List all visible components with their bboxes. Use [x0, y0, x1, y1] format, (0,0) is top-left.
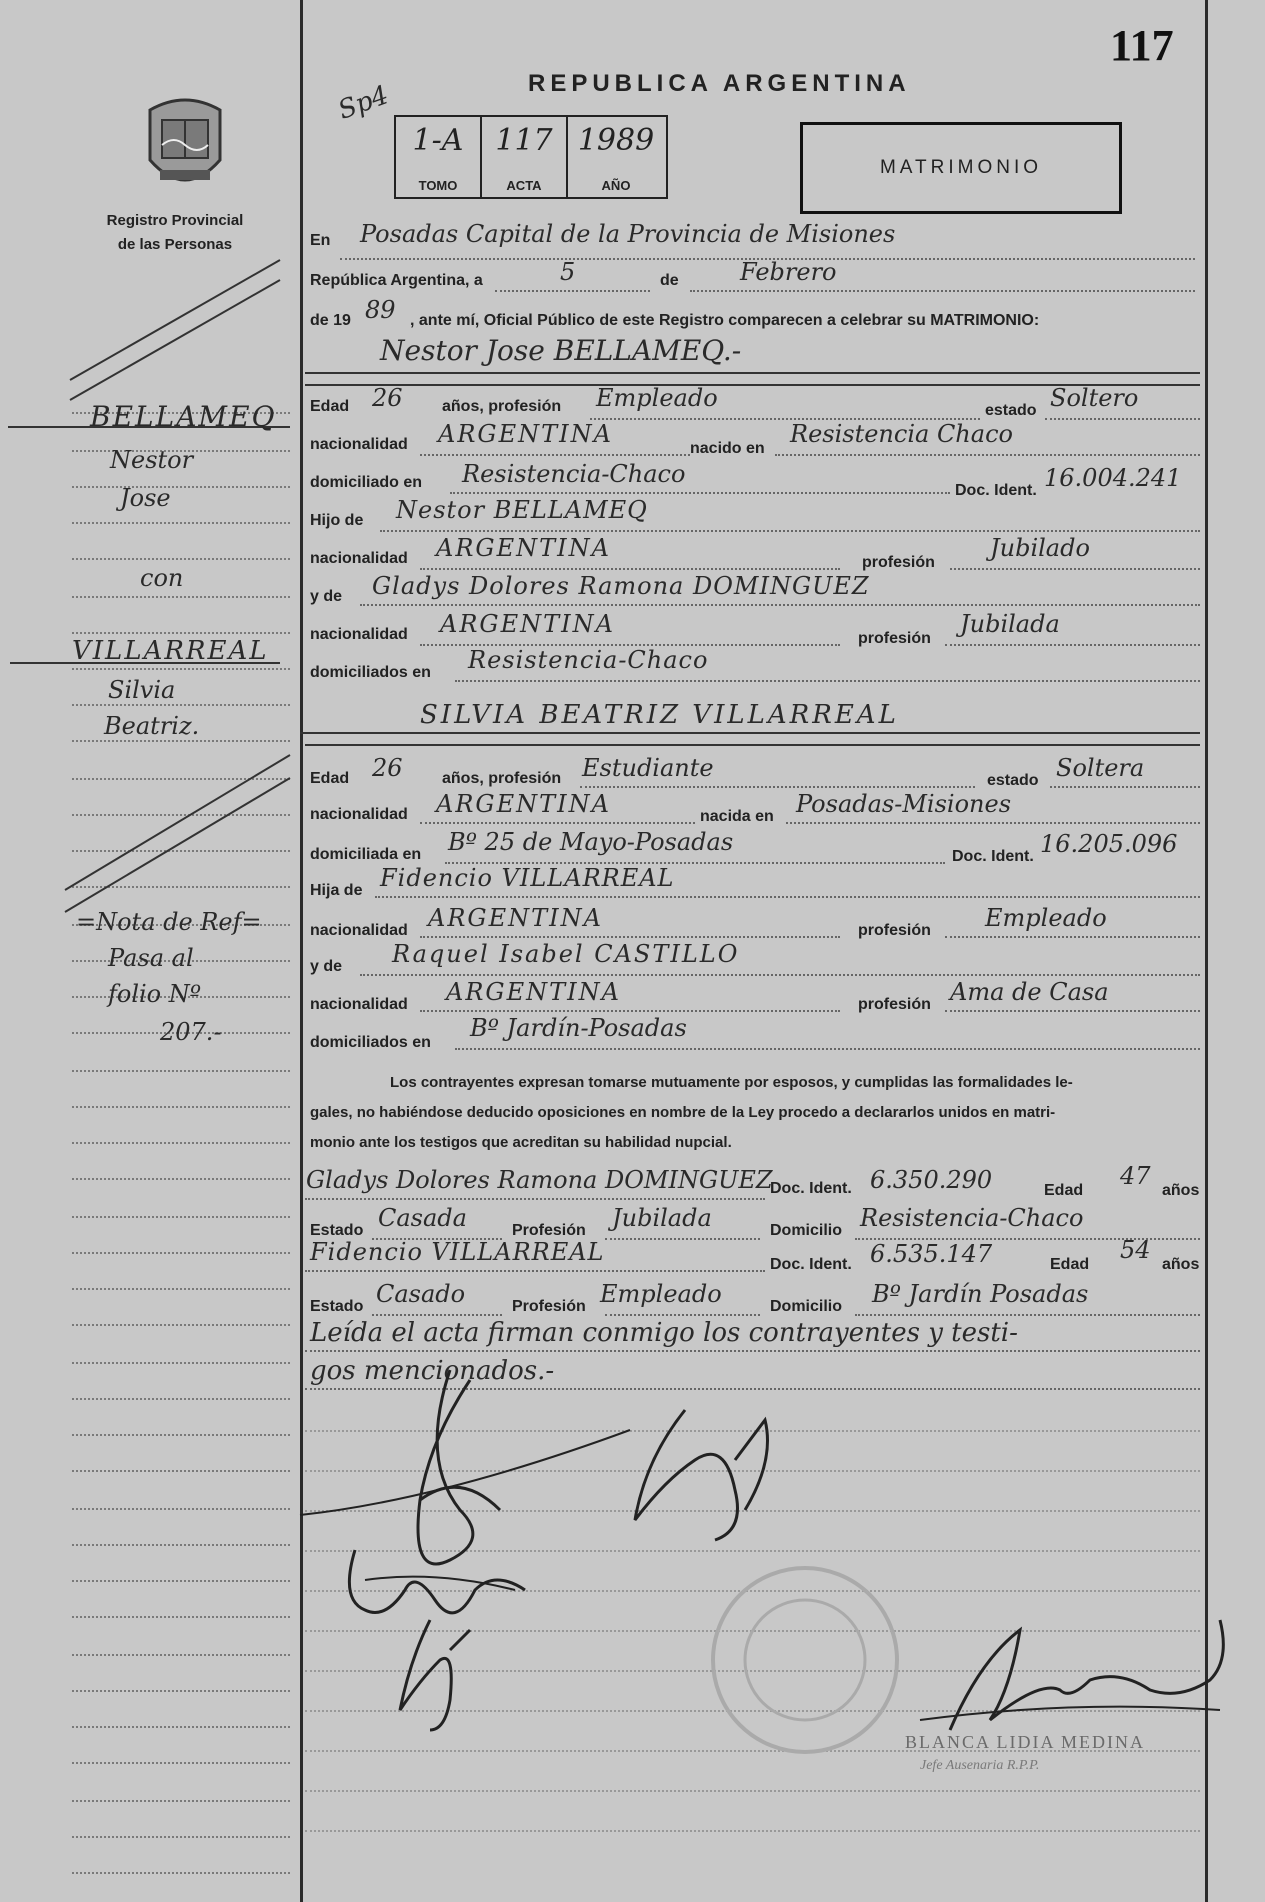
month-value: Febrero [740, 258, 837, 286]
margin-dotted-line [72, 1508, 290, 1510]
margin-note-line4: 207.- [160, 1018, 222, 1046]
witness1-estado-label: Estado [310, 1222, 364, 1239]
year-prefix: de 19 [310, 312, 351, 329]
groom-father-profession: Jubilado [990, 534, 1090, 562]
groom-parents-address-line [455, 680, 1200, 682]
groom-doc-number: 16.004.241 [1044, 464, 1182, 492]
groom-estado-label: estado [985, 402, 1037, 419]
witness2-dom-label: Domicilio [770, 1298, 843, 1315]
witness2-doc: 6.535.147 [870, 1240, 993, 1268]
page-number: 117 [1110, 21, 1174, 70]
signature-officer [920, 1600, 1240, 1740]
signature-bride [625, 1400, 785, 1550]
bride-father-nat-line [420, 936, 840, 938]
groom-mother-line [360, 604, 1200, 606]
witness2-address-line [855, 1314, 1200, 1316]
closing-line1: Leída el acta firman conmigo los contrayentes y testi- [310, 1318, 1018, 1348]
witness2-doc-label: Doc. Ident. [770, 1256, 852, 1273]
bride-birthplace-line [786, 822, 1200, 824]
witness2-address: Bº Jardín Posadas [872, 1280, 1089, 1308]
bride-full-name: SILVIA BEATRIZ VILLARREAL [420, 700, 899, 730]
witness1-doc: 6.350.290 [870, 1166, 993, 1194]
groom-mother-profession: Jubilada [960, 610, 1060, 638]
hija-label: Hija de [310, 882, 363, 899]
groom-full-name: Nestor Jose BELLAMEQ.- [380, 334, 742, 367]
month-line [690, 290, 1195, 292]
margin-dotted-line [72, 1252, 290, 1254]
registry-name-line1: Registro Provincial [106, 212, 244, 229]
bride-mother-prof-line [945, 1010, 1200, 1012]
groom-birthplace: Resistencia Chaco [790, 420, 1013, 448]
bride-name-line [300, 732, 1200, 734]
ano-value: 1989 [577, 123, 655, 158]
bride-nationality: ARGENTINA [436, 790, 611, 818]
groom-father-name: Nestor BELLAMEQ [396, 496, 648, 524]
groom-mother-name: Gladys Dolores Ramona DOMINGUEZ [372, 572, 870, 600]
ano-label: AÑO [601, 178, 631, 193]
groom-father-nat-line [420, 568, 840, 570]
margin-bride-name1: Silvia [108, 676, 176, 704]
margin-dotted-line [72, 1470, 290, 1472]
bride-parents-address: Bº Jardín-Posadas [470, 1014, 687, 1042]
year-suffix: 89 [365, 296, 396, 324]
groom-mother-nac-label: nacionalidad [310, 626, 408, 643]
witness2-prof-line [605, 1314, 760, 1316]
bride-father-nac-label: nacionalidad [310, 922, 408, 939]
groom-birthplace-line [775, 454, 1200, 456]
signature-witness2 [380, 1610, 500, 1740]
groom-mother-prof-line [945, 644, 1200, 646]
corner-annotation: Sp4 [334, 80, 393, 126]
bride-age: 26 [372, 754, 403, 782]
tomo-label: TOMO [418, 178, 458, 193]
witness1-edad-label: Edad [1044, 1182, 1084, 1199]
bride-father-name: Fidencio VILLARREAL [380, 864, 675, 892]
witness1-prof-label: Profesión [512, 1222, 586, 1239]
witness1-anos-label: años [1162, 1182, 1200, 1199]
witness2-status: Casado [376, 1280, 466, 1308]
groom-nationality: ARGENTINA [438, 420, 613, 448]
bride-edad-label: Edad [310, 770, 350, 787]
bride-doc-number: 16.205.096 [1040, 830, 1178, 858]
groom-father-prof-label: profesión [862, 554, 935, 571]
margin-dotted-line [72, 1800, 290, 1802]
margin-dotted-line [72, 1362, 290, 1364]
bride-father-prof-line [945, 936, 1200, 938]
groom-father-line [380, 530, 1200, 532]
groom-mother-nationality: ARGENTINA [440, 610, 615, 638]
acta-cell [482, 117, 568, 197]
official-stamp [705, 1560, 905, 1760]
witness1-name-line [305, 1198, 765, 1200]
groom-parents-address: Resistencia-Chaco [468, 646, 709, 674]
provincial-seal-icon [140, 90, 230, 200]
ano-cell [568, 117, 664, 197]
place-value: Posadas Capital de la Provincia de Misiones [360, 220, 896, 248]
acta-label: ACTA [506, 178, 542, 193]
bride-address: Bº 25 de Mayo-Posadas [448, 828, 734, 856]
margin-bride-surname: VILLARREAL [72, 636, 269, 666]
republica-label: República Argentina, a [310, 272, 483, 289]
margin-dotted-line [72, 1616, 290, 1618]
bride-mother-nationality: ARGENTINA [446, 978, 621, 1006]
witness1-status: Casada [378, 1204, 467, 1232]
declaration-line3: monio ante los testigos que acreditan su habilidad nupcial. [310, 1134, 732, 1151]
bride-profesion-label: años, profesión [442, 770, 562, 787]
bride-profession-line [580, 786, 975, 788]
bride-y-de-label: y de [310, 958, 343, 975]
tomo-value: 1-A [412, 123, 464, 158]
signature-guide-line [305, 1830, 1200, 1832]
groom-y-de-label: y de [310, 588, 343, 605]
groom-father-prof-line [950, 568, 1200, 570]
bride-father-prof-label: profesión [858, 922, 931, 939]
margin-dotted-line [72, 1324, 290, 1326]
margin-dotted-line [72, 1398, 290, 1400]
margin-dotted-line [72, 1434, 290, 1436]
margin-groom-name2: Jose [120, 484, 171, 512]
groom-father-nationality: ARGENTINA [436, 534, 611, 562]
bride-father-profession: Empleado [985, 904, 1107, 932]
intro-text: , ante mí, Oficial Público de este Registro comparecen a celebrar su MATRIMONIO: [410, 312, 1040, 329]
bride-estado-label: estado [987, 772, 1039, 789]
bride-profession: Estudiante [582, 754, 714, 782]
bride-nationality-line [420, 822, 695, 824]
margin-note-line2: Pasa al [108, 944, 194, 972]
column-divider [300, 0, 303, 1902]
groom-profesion-label: años, profesión [442, 398, 562, 415]
bride-mother-nat-line [420, 1010, 840, 1012]
witness2-estado-label: Estado [310, 1298, 364, 1315]
witness2-name-line [305, 1270, 765, 1272]
witness1-prof-line [605, 1238, 760, 1240]
bride-nacida-label: nacida en [700, 808, 774, 825]
groom-marital-status: Soltero [1050, 384, 1139, 412]
margin-dotted-line [72, 1726, 290, 1728]
signature-guide-line [305, 1790, 1200, 1792]
witness1-age: 47 [1120, 1162, 1151, 1190]
bride-domicilio-label: domiciliada en [310, 846, 422, 863]
groom-name-line [305, 372, 1200, 374]
witness1-name: Gladys Dolores Ramona DOMINGUEZ [306, 1166, 773, 1194]
groom-doc-label: Doc. Ident. [955, 482, 1037, 499]
groom-profession: Empleado [596, 384, 718, 412]
witness1-address: Resistencia-Chaco [860, 1204, 1084, 1232]
groom-domiciliados-label: domiciliados en [310, 664, 431, 681]
margin-groom-name1: Nestor [110, 446, 194, 474]
margin-dotted-line [72, 1544, 290, 1546]
witness2-name: Fidencio VILLARREAL [310, 1238, 605, 1266]
bride-domiciliados-label: domiciliados en [310, 1034, 431, 1051]
groom-domicilio-label: domiciliado en [310, 474, 423, 491]
en-label: En [310, 232, 331, 249]
margin-groom-surname: BELLAMEQ [90, 400, 277, 433]
bride-status-line [1050, 786, 1200, 788]
groom-father-nac-label: nacionalidad [310, 550, 408, 567]
bride-mother-name: Raquel Isabel CASTILLO [392, 940, 740, 968]
groom-edad-label: Edad [310, 398, 350, 415]
margin-note-line3: folio Nº [108, 980, 202, 1008]
bride-parents-address-line [455, 1048, 1200, 1050]
acta-value: 117 [495, 123, 553, 158]
declaration-line2: gales, no habiéndose deducido oposiciones en nombre de la Ley procedo a declararlos unidos en matri- [310, 1104, 1056, 1121]
margin-dotted-line [72, 1762, 290, 1764]
closing-line2: gos mencionados.- [310, 1356, 555, 1386]
bride-marital-status: Soltera [1056, 754, 1145, 782]
witness2-prof-label: Profesión [512, 1298, 586, 1315]
day-value: 5 [560, 258, 576, 286]
groom-status-line [1045, 418, 1200, 420]
groom-nacionalidad-label: nacionalidad [310, 436, 408, 453]
margin-dotted-line [72, 1690, 290, 1692]
bride-mother-nac-label: nacionalidad [310, 996, 408, 1013]
officer-name: BLANCA LIDIA MEDINA [905, 1732, 1145, 1752]
witness2-profession: Empleado [600, 1280, 722, 1308]
witness1-profession: Jubilada [612, 1204, 712, 1232]
margin-con: con [140, 564, 184, 592]
day-line [495, 290, 650, 292]
registry-name-line2: de las Personas [117, 236, 233, 253]
margin-dotted-line [72, 1654, 290, 1656]
form-type-label: MATRIMONIO [879, 157, 1043, 178]
form-type-box [800, 122, 1122, 214]
witness2-anos-label: años [1162, 1256, 1200, 1273]
bride-mother-profession: Ama de Casa [950, 978, 1109, 1006]
bride-mother-line [360, 974, 1200, 976]
bride-nacionalidad-label: nacionalidad [310, 806, 408, 823]
margin-dotted-line [72, 1836, 290, 1838]
groom-nationality-line [420, 454, 690, 456]
witness2-edad-label: Edad [1050, 1256, 1090, 1273]
groom-mother-prof-label: profesión [858, 630, 931, 647]
margin-dotted-line [72, 1580, 290, 1582]
section-rule [305, 744, 1200, 746]
record-number-box [394, 115, 668, 199]
bride-father-line [375, 896, 1200, 898]
tomo-cell [396, 117, 482, 197]
groom-age: 26 [372, 384, 403, 412]
groom-address-line [450, 492, 950, 494]
witness2-status-line [372, 1314, 502, 1316]
witness2-age: 54 [1120, 1236, 1151, 1264]
country-header: REPUBLICA ARGENTINA [528, 70, 911, 97]
bride-mother-prof-label: profesión [858, 996, 931, 1013]
groom-address: Resistencia-Chaco [462, 460, 686, 488]
de-label: de [660, 272, 679, 289]
margin-note-line1: =Nota de Ref= [76, 908, 262, 936]
hijo-label: Hijo de [310, 512, 364, 529]
witness1-doc-label: Doc. Ident. [770, 1180, 852, 1197]
margin-dotted-line [72, 1872, 290, 1874]
witness1-dom-label: Domicilio [770, 1222, 843, 1239]
bride-doc-label: Doc. Ident. [952, 848, 1034, 865]
margin-dotted-line [72, 1288, 290, 1290]
bride-father-nationality: ARGENTINA [428, 904, 603, 932]
groom-nacido-label: nacido en [690, 440, 765, 457]
officer-title: Jefe Ausenaria R.P.P. [920, 1758, 1040, 1773]
bride-birthplace: Posadas-Misiones [796, 790, 1012, 818]
declaration-line1: Los contrayentes expresan tomarse mutuamente por esposos, y cumplidas las formalidades le- [390, 1074, 1073, 1091]
margin-bride-name2: Beatriz. [104, 712, 200, 740]
